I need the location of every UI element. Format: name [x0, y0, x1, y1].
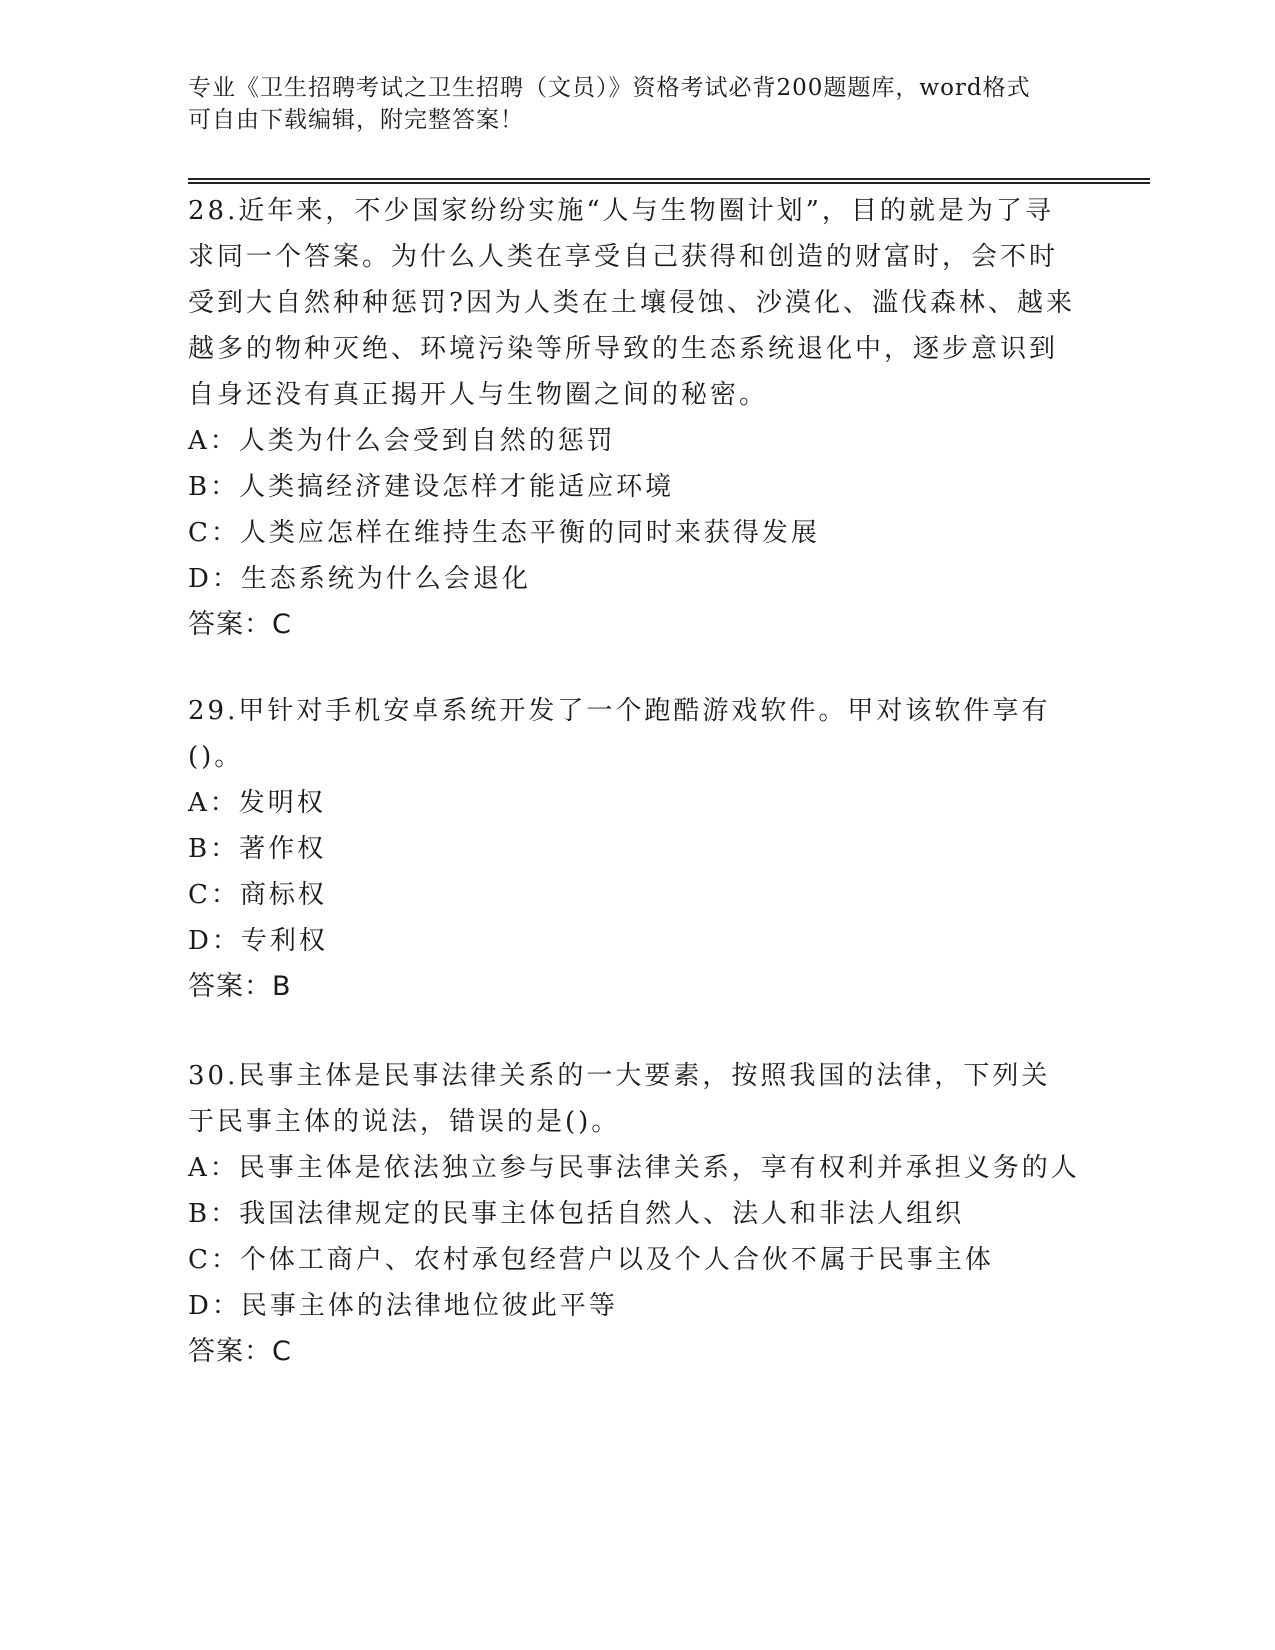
option-d: D：专利权: [188, 926, 328, 956]
option-b: B：我国法律规定的民事主体包括自然人、法人和非法人组织: [188, 1199, 965, 1229]
question-28: [188, 188, 1078, 648]
question-text: 28.近年来，不少国家纷纷实施“人与生物圈计划”，目的就是为了寻求同一个答案。为什么人类在享受自己获得和创造的财富时，会不时受到大自然种种惩罚?因为人类在土壤侵蚀、沙漠化、滥伐森林、越来越多的物种灭绝、环境污染等所导致的生态系统退化中，逐步意识到自身还没有真正揭开人与生物圈之间的秘密。: [188, 196, 1075, 410]
option-a: A：发明权: [188, 788, 326, 818]
header-line-1: 专业《卫生招聘考试之卫生招聘（文员）》资格考试必背200题题库，word格式: [188, 75, 1031, 101]
option-d: D：民事主体的法律地位彼此平等: [188, 1291, 618, 1321]
option-a: A：民事主体是依法独立参与民事法律关系，享有权利并承担义务的人: [188, 1153, 1080, 1183]
question-text: 29.甲针对手机安卓系统开发了一个跑酷游戏软件。甲对该软件享有()。: [188, 696, 1051, 772]
question-30: [188, 1053, 1078, 1375]
answer-label: 答案：C: [188, 1336, 292, 1367]
header-line-2: 可自由下载编辑，附完整答案！: [188, 107, 524, 133]
header-divider: [188, 178, 1150, 184]
answer-label: 答案：B: [188, 971, 292, 1002]
option-d: D：生态系统为什么会退化: [188, 564, 531, 594]
document-header: [188, 72, 1068, 136]
option-a: A：人类为什么会受到自然的惩罚: [188, 426, 616, 456]
answer-label: 答案：C: [188, 609, 292, 640]
option-c: C：个体工商户、农村承包经营户以及个人合伙不属于民事主体: [188, 1245, 994, 1275]
option-c: C：商标权: [188, 880, 327, 910]
question-29: [188, 688, 1078, 1010]
option-c: C：人类应怎样在维持生态平衡的同时来获得发展: [188, 518, 820, 548]
option-b: B：著作权: [188, 834, 327, 864]
question-text: 30.民事主体是民事法律关系的一大要素，按照我国的法律，下列关于民事主体的说法，错误的是()。: [188, 1061, 1051, 1137]
option-b: B：人类搞经济建设怎样才能适应环境: [188, 472, 675, 502]
